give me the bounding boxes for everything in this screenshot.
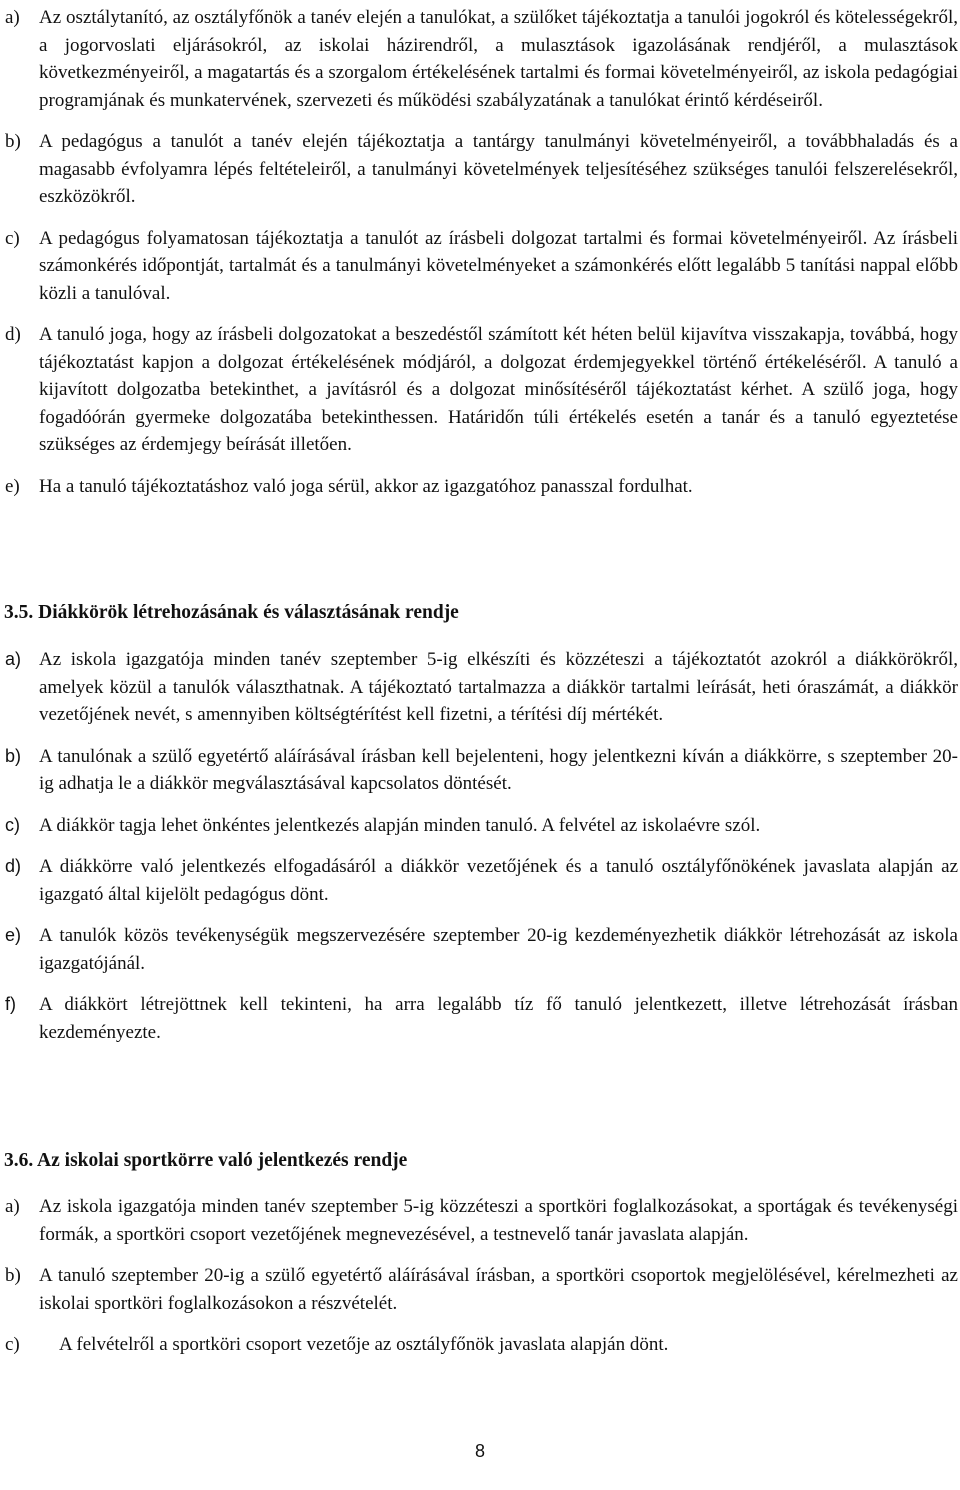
item-text: Az iskola igazgatója minden tanév szeptember 5-ig elkészíti és közzéteszi a tájékoztatót azokról a diákkörökről, amelyek közül a tanulók választhatnak. A tájékoztató tartalmazza a diákkör tartalmi leírását, heti óraszámát, a diákkör vezetőjének nevét, s amennyiben költségtérítést kell fizetni, a térítési díj mértékét. <box>39 649 958 725</box>
item-text: A pedagógus folyamatosan tájékoztatja a tanulót az írásbeli dolgozat tartalmi és formai követelményeiről. Az írásbeli számonkérés időpontját, tartalmát és a tanulmányi követelményeket a számonkérés előtt legalább 5 tanítási nappal előbb közli a tanulóval. <box>39 227 958 304</box>
item-text: A tanuló joga, hogy az írásbeli dolgozatokat a beszedéstől számított két héten belül kijavítva visszakapja, továbbá, hogy tájékoztatást kapjon a dolgozat értékelésének módjáról, a dolgozat érdemjegyekkel történő értékeléséről. A tanuló a kijavított dolgozatba betekinthet, a javításról és a dolgozat minősítéséről tájékoztatást kérhet. A szülő joga, hogy fogadóórán gyermeke dolgozatába betekinthessen. Határidőn túli értékelés esetén a tanár és a tanuló egyeztetése szükséges az érdemjegy beírását illetően. <box>39 324 958 455</box>
section-3-5-list <box>0 646 960 1046</box>
item-marker: e) <box>5 925 22 945</box>
item-text: A tanuló szeptember 20-ig a szülő egyetértő aláírásával írásban, a sportköri csoportok megjelölésével, kérelmezheti az iskolai sportköri foglalkozásokon a részvételét. <box>39 1265 958 1314</box>
item-marker: a) <box>5 649 22 669</box>
item-marker: c) <box>5 1334 20 1355</box>
page-number: 8 <box>474 1441 485 1461</box>
item-marker: b) <box>5 745 22 766</box>
item-text: A pedagógus a tanulót a tanév elején tájékoztatja a tantárgy tanulmányi követelményeiről, a továbbhaladás és a magasabb évfolyamra lépés feltételeiről, a tanulmányi követelmények teljesítéséhez szükséges tanulói felszerelésekről, eszközökről. <box>39 131 958 207</box>
item-marker: b) <box>5 131 21 152</box>
item-text: A felvételről a sportköri csoport vezetője az osztályfőnök javaslata alapján dönt. <box>59 1334 669 1355</box>
item-marker: d) <box>5 856 22 876</box>
item-marker: d) <box>5 324 21 345</box>
list-item <box>0 812 960 840</box>
item-text: A tanulók közös tevékenységük megszervezésére szeptember 20-ig kezdeményezhetik diákkör létrehozását az iskola igazgatójánál. <box>39 925 958 974</box>
item-text: A diákkör tagja lehet önkéntes jelentkezés alapján minden tanuló. A felvétel az iskolaévre szól. <box>39 814 761 836</box>
list-item <box>0 1193 960 1248</box>
list-item <box>0 473 960 501</box>
list-item <box>0 1262 960 1317</box>
section-3-6-list <box>0 1193 960 1359</box>
item-marker: a) <box>5 7 20 28</box>
item-text: A tanulónak a szülő egyetértő aláírásával írásban kell bejelenteni, hogy jelentkezni kíván a diákkörre, s szeptember 20-ig adhatja le a diákkör megválasztásával kapcsolatos döntését. <box>39 745 958 794</box>
item-text: Az osztálytanító, az osztályfőnök a tanév elején a tanulókat, a szülőket tájékoztatja a tanulói jogokról és kötelességekről, a jogorvoslati eljárásokról, az iskolai házirendről, a mulasztások igazolásának rendjéről, a mulasztások következményeiről, a magatartás és a szorgalom értékelésének tartalmi és formai követelményeiről, az iskola pedagógiai programjának és munkatervének, szervezeti és működési szabályzatának a tanulókat érintő kérdéseiről. <box>39 7 958 111</box>
list-item <box>0 853 960 908</box>
item-marker: a) <box>5 1196 20 1217</box>
list-item <box>0 922 960 977</box>
list-item <box>0 1331 960 1359</box>
item-text: Az iskola igazgatója minden tanév szeptember 5-ig közzéteszi a sportköri foglalkozásokat, a sportágak és tevékenységi formák, a sportköri csoport vezetőjének megnevezésével, a testnevelő tanár javaslata alapján. <box>39 1196 958 1245</box>
list-item <box>0 321 960 459</box>
section-heading-3-5: 3.5. Diákkörök létrehozásának és választásának rendje <box>4 602 459 623</box>
list-item <box>0 225 960 308</box>
item-text: A diákkört létrejöttnek kell tekinteni, ha arra legalább tíz fő tanuló jelentkezett, illetve létrehozását írásban kezdeményezte. <box>39 994 958 1043</box>
item-marker: f) <box>5 994 16 1014</box>
item-marker: e) <box>5 475 20 497</box>
item-marker: b) <box>5 1265 21 1286</box>
item-text: A diákkörre való jelentkezés elfogadásáról a diákkör vezetőjének és a tanuló osztályfőnökének javaslata alapján az igazgató által kijelölt pedagógus dönt. <box>39 856 958 905</box>
list-item <box>0 128 960 211</box>
list-item <box>0 991 960 1046</box>
section-heading-3-6: 3.6. Az iskolai sportkörre való jelentkezés rendje <box>4 1150 408 1171</box>
list-item <box>0 743 960 798</box>
list-item <box>0 4 960 114</box>
item-marker: c) <box>5 227 20 249</box>
item-marker: c) <box>5 814 20 835</box>
list-item <box>0 646 960 729</box>
item-text: Ha a tanuló tájékoztatáshoz való joga sérül, akkor az igazgatóhoz panasszal fordulhat. <box>39 475 693 497</box>
intro-list <box>0 4 960 500</box>
